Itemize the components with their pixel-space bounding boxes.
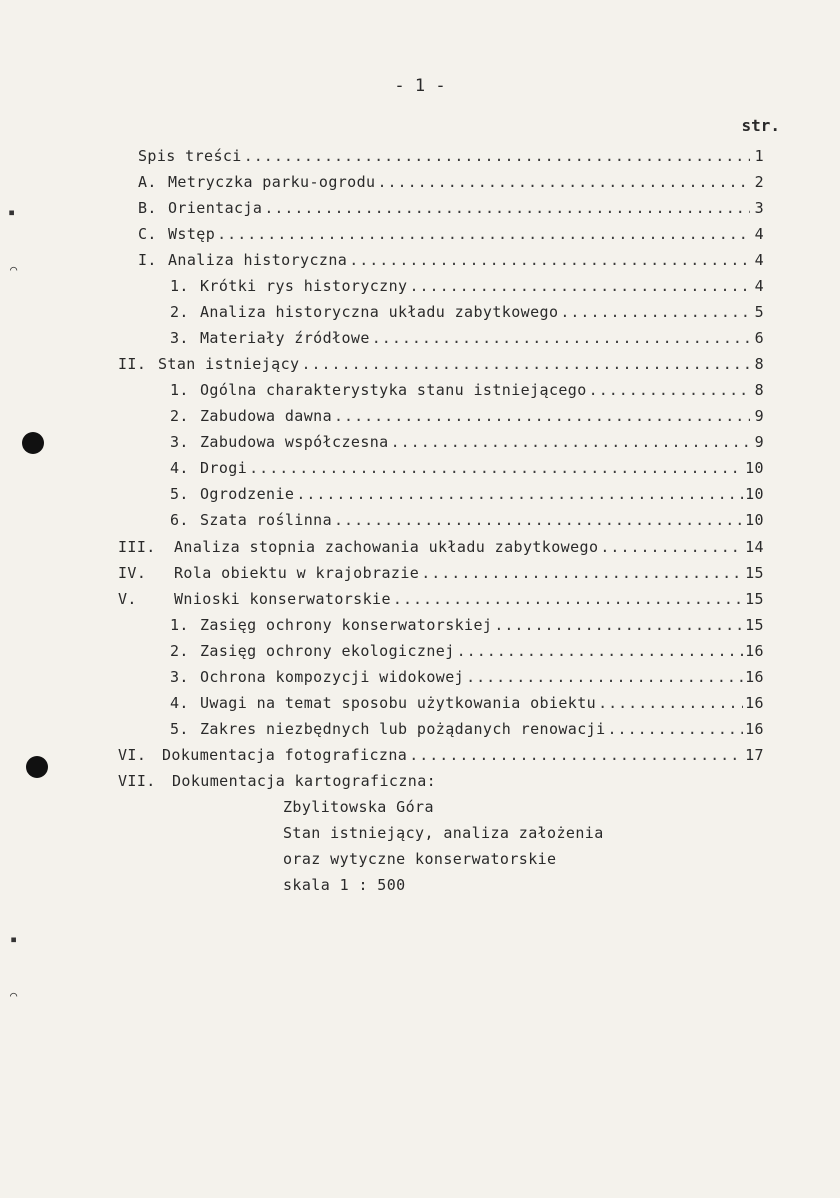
toc-entry-label: Rola obiektu w krajobrazie: [174, 564, 420, 582]
toc-entry-page: 6: [754, 329, 764, 347]
toc-entry-page: 3: [754, 199, 764, 217]
toc-leader: [494, 616, 743, 634]
toc-entry: [118, 564, 764, 586]
toc-entry-number: I.: [138, 251, 157, 269]
map-sheet-description: Stan istniejący, analiza założenia: [283, 824, 604, 842]
toc-entry: [170, 381, 764, 403]
toc-entry-page: 15: [745, 564, 764, 582]
toc-leader: [560, 303, 750, 321]
toc-leader: [421, 564, 743, 582]
toc-entry-label: Zabudowa dawna: [200, 407, 333, 425]
toc-entry-page: 16: [745, 720, 764, 738]
toc-entry: [118, 746, 764, 768]
toc-entry: [170, 303, 764, 325]
toc-entry-page: 10: [745, 511, 764, 529]
toc-leader: [409, 277, 750, 295]
toc-entry-number: 5.: [170, 720, 189, 738]
toc-entry-page: 9: [754, 433, 764, 451]
toc-entry-label: Spis treści: [138, 147, 242, 165]
toc-entry-number: 2.: [170, 407, 189, 425]
map-sheet-title: Zbylitowska Góra: [283, 798, 434, 816]
toc-entry-page: 14: [745, 538, 764, 556]
toc-entry-number: 3.: [170, 329, 189, 347]
toc-entry-page: 10: [745, 485, 764, 503]
toc-entry-label: Ogólna charakterystyka stanu istniejącego: [200, 381, 587, 399]
toc-entry: [170, 642, 764, 664]
toc-entry: [170, 485, 764, 507]
toc-entry: [170, 720, 764, 742]
page-column-label: str.: [741, 116, 780, 135]
toc-entry-label: Ochrona kompozycji widokowej: [200, 668, 465, 686]
toc-entry-number: 4.: [170, 694, 189, 712]
toc-entry: [170, 329, 764, 351]
toc-leader: [409, 746, 743, 764]
toc-leader: [608, 720, 744, 738]
toc-entry-number: 4.: [170, 459, 189, 477]
margin-mark: ⌒: [10, 988, 18, 1002]
toc-entry-page: 8: [754, 355, 764, 373]
toc-entry-cartography: [118, 772, 436, 794]
toc-leader: [457, 642, 743, 660]
toc-leader: [296, 485, 743, 503]
toc-entry: [138, 147, 764, 169]
toc-leader: [264, 199, 750, 217]
toc-entry-label: Uwagi na temat sposobu użytkowania obiektu: [200, 694, 597, 712]
punch-hole-top: [22, 432, 44, 454]
toc-entry-page: 4: [754, 225, 764, 243]
toc-leader: [334, 511, 743, 529]
toc-entry-page: 4: [754, 251, 764, 269]
toc-entry: [138, 251, 764, 273]
toc-entry-number: V.: [118, 590, 137, 608]
toc-entry-number: 2.: [170, 303, 189, 321]
toc-entry: [138, 173, 764, 195]
page-number: - 1 -: [394, 76, 446, 96]
toc-entry-label: Zakres niezbędnych lub pożądanych renowacji: [200, 720, 606, 738]
margin-mark: ▪: [8, 205, 16, 219]
toc-entry-label: Analiza stopnia zachowania układu zabytkowego: [174, 538, 599, 556]
toc-leader: [217, 225, 750, 243]
toc-entry-page: 16: [745, 642, 764, 660]
toc-entry-number: VII.: [118, 772, 156, 790]
toc-entry-page: 16: [745, 668, 764, 686]
toc-entry-number: 1.: [170, 381, 189, 399]
toc-entry-number: II.: [118, 355, 147, 373]
toc-entry-label: Materiały źródłowe: [200, 329, 370, 347]
toc-entry: [118, 590, 764, 612]
toc-leader: [349, 251, 750, 269]
toc-entry-page: 1: [754, 147, 764, 165]
toc-entry: [170, 407, 764, 429]
toc-leader: [589, 381, 750, 399]
toc-entry-label: Analiza historyczna: [168, 251, 348, 269]
toc-entry: [138, 199, 764, 221]
toc-entry-number: 1.: [170, 277, 189, 295]
toc-entry-label: Krótki rys historyczny: [200, 277, 408, 295]
toc-entry: [138, 225, 764, 247]
toc-entry-label: Analiza historyczna układu zabytkowego: [200, 303, 559, 321]
toc-leader: [244, 147, 750, 165]
toc-entry-number: IV.: [118, 564, 147, 582]
toc-entry: [118, 538, 764, 560]
margin-mark: ⌒: [10, 262, 18, 276]
toc-entry: [170, 694, 764, 716]
toc-entry: [170, 433, 764, 455]
toc-leader: [377, 173, 750, 191]
toc-entry-number: 1.: [170, 616, 189, 634]
toc-entry-page: 15: [745, 590, 764, 608]
toc-entry-label: Orientacja: [168, 199, 263, 217]
toc-entry-number: 5.: [170, 485, 189, 503]
toc-leader: [334, 407, 750, 425]
toc-entry-label: Wstęp: [168, 225, 216, 243]
toc-entry-page: 4: [754, 277, 764, 295]
toc-leader: [393, 590, 743, 608]
toc-entry-page: 9: [754, 407, 764, 425]
toc-entry-number: B.: [138, 199, 157, 217]
toc-entry-label: Metryczka parku-ogrodu: [168, 173, 376, 191]
toc-entry: [170, 459, 764, 481]
toc-entry-label: Szata roślinna: [200, 511, 333, 529]
toc-leader: [249, 459, 743, 477]
toc-entry-label: Zasięg ochrony ekologicznej: [200, 642, 455, 660]
toc-entry-page: 10: [745, 459, 764, 477]
toc-entry-page: 17: [745, 746, 764, 764]
toc-entry-number: III.: [118, 538, 156, 556]
punch-hole-bottom: [26, 756, 48, 778]
toc-entry-number: 2.: [170, 642, 189, 660]
margin-mark: ▪: [10, 932, 18, 946]
toc-leader: [372, 329, 750, 347]
toc-entry-label: Dokumentacja fotograficzna: [162, 746, 408, 764]
toc-leader: [301, 355, 750, 373]
toc-entry: [170, 511, 764, 533]
toc-entry-label: Wnioski konserwatorskie: [174, 590, 391, 608]
toc-entry: [118, 355, 764, 377]
toc-entry: [170, 277, 764, 299]
toc-entry-label: Dokumentacja kartograficzna:: [172, 772, 437, 790]
toc-entry: [170, 668, 764, 690]
toc-leader: [600, 538, 743, 556]
toc-entry-number: 6.: [170, 511, 189, 529]
toc-entry-page: 15: [745, 616, 764, 634]
toc-entry: [170, 616, 764, 638]
toc-entry-number: A.: [138, 173, 157, 191]
toc-entry-label: Zabudowa współczesna: [200, 433, 389, 451]
toc-entry-page: 2: [754, 173, 764, 191]
toc-entry-label: Stan istniejący: [158, 355, 300, 373]
toc-leader: [391, 433, 750, 451]
toc-entry-number: 3.: [170, 668, 189, 686]
toc-entry-page: 8: [754, 381, 764, 399]
toc-entry-number: VI.: [118, 746, 147, 764]
toc-entry-page: 5: [754, 303, 764, 321]
toc-entry-page: 16: [745, 694, 764, 712]
toc-leader: [466, 668, 743, 686]
toc-entry-number: 3.: [170, 433, 189, 451]
toc-entry-number: C.: [138, 225, 157, 243]
toc-entry-label: Ogrodzenie: [200, 485, 295, 503]
map-sheet-description-cont: oraz wytyczne konserwatorskie: [283, 850, 557, 868]
map-sheet-scale: skala 1 : 500: [283, 876, 406, 894]
toc-leader: [598, 694, 743, 712]
toc-entry-label: Zasięg ochrony konserwatorskiej: [200, 616, 493, 634]
toc-entry-label: Drogi: [200, 459, 248, 477]
